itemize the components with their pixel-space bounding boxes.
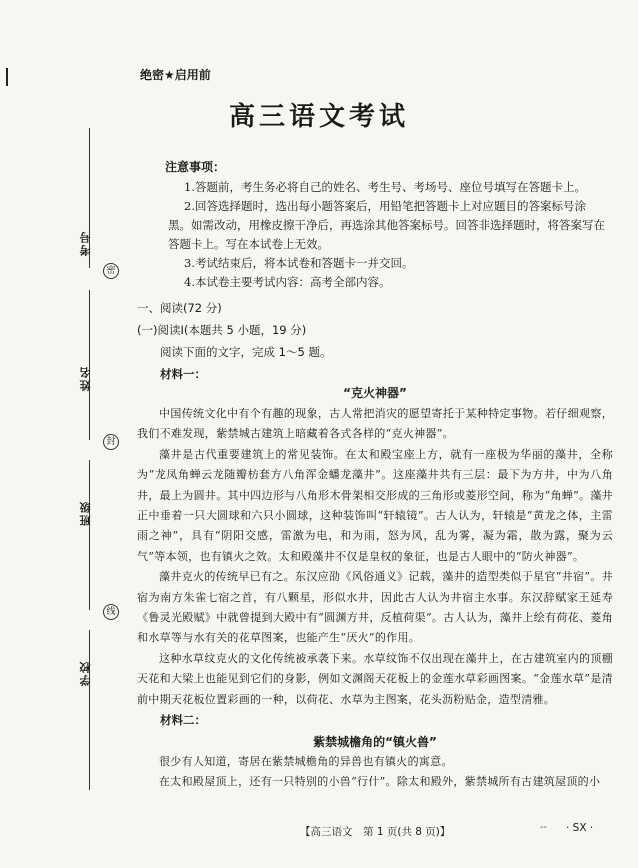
material2-label: 材料二：: [160, 713, 206, 727]
side-label-exam-number: 考号: [79, 230, 92, 256]
material1-title: “克火神器”: [343, 386, 407, 400]
footer-dash: --: [540, 822, 547, 833]
paragraph: 在太和殿屋顶上，还有一只特别的小兽“行什”。除太和殿外，紫禁城所有古建筑屋顶的小: [159, 775, 601, 789]
material1-body: [137, 404, 613, 710]
page-footer: 【高三语文 第 1 页(共 8 页)】: [300, 826, 451, 838]
paragraph: 藻井是古代重要建筑上的常见装饰。在太和殿宝座上方，就有一座极为华丽的藻井，全称为“龙凤角蝉云龙随瓣枋套方八角浑金蟠龙藻井”。这座藻井共有三层：最下为方井，中为八角井，最上为圆井。其中四边形与八角形木骨架相交形成的三角形或菱形空间，称为“角蝉”。藻井正中垂着一只大圆球和六只小圆球，这种装饰叫“轩辕镜”。古人认为，轩辕是“黄龙之体，主雷雨之神”，具有“阴阳交感，雷激为电，和为雨，怒为风，乱为雾，凝为霜，散为露，聚为云气”等本领，也有镇火之效。太和殿藻井不仅是皇权的象征，也是古人眼中的“防火神器”。: [137, 447, 613, 563]
notes-item: 黑。如需改动，用橡皮擦干净后，再选涂其他答案标号。回答非选择题时，将答案写在: [168, 218, 605, 232]
paragraph: 中国传统文化中有个有趣的现象，古人常把消灾的愿望寄托于某种特定事物。若仔细观察，我们不难发现，紫禁城古建筑上暗藏着各式各样的“克火神器”。: [137, 407, 613, 441]
section-instruction: 阅读下面的文字，完成 1～5 题。: [160, 345, 332, 359]
notes-item: 2.回答选择题时，选出每小题答案后，用铅笔把答题卡上对应题目的答案标号涂: [184, 199, 586, 213]
seal-line: [89, 460, 90, 610]
notes-item: 答题卡上。写在本试卷上无效。: [168, 237, 329, 251]
edge-mark: [6, 68, 8, 86]
seal-char-xian: 线: [103, 604, 119, 620]
seal-char-feng: 封: [103, 434, 119, 450]
seal-line: [89, 630, 90, 790]
material2-body: [137, 752, 613, 793]
paragraph: 藻井克火的传统早已有之。东汉应劭《风俗通义》记载，藻井的造型类似于星官“井宿”。井宿为南方朱雀七宿之首，有八颗星，形似水井，因此古人认为井宿主水事。东汉辞赋家王延寿《鲁灵光殿赋》中就曾提到大殿中有“圆渊方井，反植荷渠”。古人认为，藻井上绘有荷花、菱角和水草等与水有关的花草图案，也能产生“厌火”的作用。: [137, 570, 613, 645]
material1-label: 材料一：: [160, 367, 206, 381]
section-heading: 一、阅读(72 分): [137, 301, 222, 315]
section-subheading: (一)阅读Ⅰ(本题共 5 小题，19 分): [137, 323, 307, 337]
notes-heading: 注意事项：: [165, 160, 226, 174]
side-label-class: 班级: [79, 500, 92, 526]
notes-item: 1.答题前，考生务必将自己的姓名、考生号、考场号、座位号填写在答题卡上。: [184, 180, 586, 194]
paragraph: 这种水草纹克火的文化传统被承袭下来。水草纹饰不仅出现在藻井上，在古建筑室内的顶棚天花和大梁上也能见到它们的身影，例如文渊阁天花板上的金莲水草彩画图案。“金莲水草”是清前中期天花板位置彩画的一种，以荷花、水草为主图案，花头沥粉贴金，造型清雅。: [137, 651, 613, 706]
notes-item: 4.本试卷主要考试内容：高考全部内容。: [184, 275, 391, 289]
seal-char-mi: 密: [103, 263, 119, 279]
footer-code: · SX ·: [566, 822, 594, 834]
side-label-name: 姓名: [79, 365, 92, 391]
confidential-mark: 绝密★启用前: [140, 68, 211, 82]
notes-list: [168, 178, 613, 292]
notes-item: 3.考试结束后，将本试卷和答题卡一并交回。: [184, 256, 414, 270]
page-title: 高三语文考试: [228, 102, 409, 132]
material2-title: 紫禁城檐角的“镇火兽”: [313, 735, 437, 749]
side-label-school: 学校: [79, 660, 92, 686]
paragraph: 很少有人知道，寄居在紫禁城檐角的异兽也有镇火的寓意。: [159, 755, 453, 768]
